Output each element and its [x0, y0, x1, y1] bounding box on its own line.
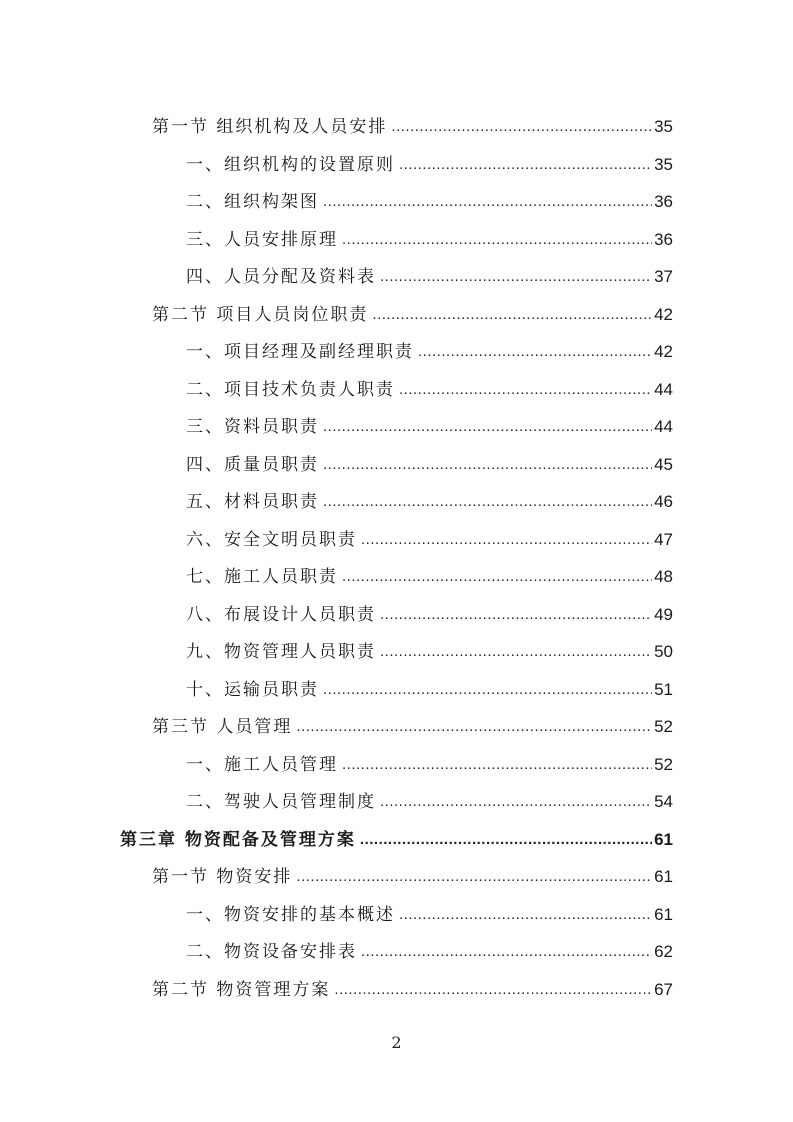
toc-entry-page: 47 [654, 529, 673, 549]
toc-entry-section[interactable] [152, 289, 673, 326]
toc-entry-label: 七、施工人员职责 [186, 567, 338, 587]
toc-entry-label: 一、组织机构的设置原则 [186, 154, 395, 175]
toc-entry-label: 第三节 人员管理 [152, 717, 293, 737]
toc-entry-page: 61 [654, 829, 673, 849]
toc-entry-label: 二、物资设备安排表 [186, 942, 357, 962]
toc-entry-label: 第二节 项目人员岗位职责 [152, 304, 369, 325]
toc-entry-label: 二、组织构架图 [186, 192, 319, 212]
toc-entry-item[interactable] [186, 589, 673, 626]
dot-leader [418, 341, 652, 363]
toc-entry-item[interactable] [186, 739, 673, 776]
toc-entry-label: 第二节 物资管理方案 [152, 979, 331, 1000]
toc-entry-item[interactable] [186, 476, 673, 513]
toc-entry-page: 35 [654, 117, 673, 136]
toc-entry-label: 一、施工人员管理 [186, 754, 338, 775]
toc-entry-page: 54 [654, 792, 673, 811]
toc-entry-page: 52 [654, 717, 673, 736]
toc-entry-item[interactable] [186, 551, 673, 588]
dot-leader [323, 454, 652, 476]
dot-leader [323, 416, 652, 438]
toc-entry-label: 九、物资管理人员职责 [186, 642, 376, 662]
dot-leader [380, 641, 652, 663]
toc-entry-page: 51 [654, 679, 673, 699]
dot-leader [380, 791, 652, 813]
dot-leader [372, 304, 652, 326]
dot-leader [342, 229, 652, 251]
dot-leader [361, 529, 652, 551]
toc-entry-item[interactable] [186, 214, 673, 251]
toc-entry-item[interactable] [186, 776, 673, 813]
toc-entry-item[interactable] [186, 364, 673, 401]
dot-leader [323, 491, 652, 513]
dot-leader [296, 716, 652, 738]
toc-entry-section[interactable] [152, 851, 673, 888]
toc-entry-label: 三、人员安排原理 [186, 229, 338, 250]
toc-entry-item[interactable] [186, 176, 673, 213]
toc-entry-page: 52 [654, 754, 673, 774]
toc-entry-page: 48 [654, 567, 673, 586]
toc-entry-page: 46 [654, 492, 673, 511]
toc-entry-page: 50 [654, 642, 673, 661]
toc-entry-section[interactable] [152, 701, 673, 738]
toc-entry-item[interactable] [186, 626, 673, 663]
toc-entry-item[interactable] [186, 326, 673, 363]
toc-entry-label: 六、安全文明员职责 [186, 529, 357, 550]
toc-entry-page: 44 [654, 379, 673, 399]
toc-entry-label: 第三章 物资配备及管理方案 [120, 829, 356, 850]
toc-entry-label: 第一节 物资安排 [152, 867, 293, 887]
toc-entry-item[interactable] [186, 514, 673, 551]
toc-entry-page: 61 [654, 867, 673, 886]
toc-entry-page: 45 [654, 454, 673, 474]
toc-entry-page: 44 [654, 417, 673, 436]
dot-leader [342, 754, 652, 776]
dot-leader [360, 829, 652, 851]
toc-entry-page: 35 [654, 154, 673, 174]
toc-entry-page: 42 [654, 342, 673, 361]
dot-leader [296, 866, 652, 888]
toc-entry-label: 五、材料员职责 [186, 492, 319, 512]
dot-leader [399, 904, 652, 926]
toc-entry-label: 三、资料员职责 [186, 417, 319, 437]
toc-entry-label: 一、物资安排的基本概述 [186, 904, 395, 925]
toc-entry-section[interactable] [152, 964, 673, 1001]
dot-leader [380, 604, 652, 626]
dot-leader [323, 191, 652, 213]
toc-entry-label: 第一节 组织机构及人员安排 [152, 117, 388, 137]
toc-entry-item[interactable] [186, 139, 673, 176]
toc-entry-label: 二、驾驶人员管理制度 [186, 792, 376, 812]
toc-entry-item[interactable] [186, 926, 673, 963]
toc-entry-page: 49 [654, 604, 673, 624]
dot-leader [334, 979, 652, 1001]
toc-entry-label: 八、布展设计人员职责 [186, 604, 376, 625]
toc-entry-item[interactable] [186, 889, 673, 926]
dot-leader [342, 566, 652, 588]
toc-entry-page: 61 [654, 904, 673, 924]
toc-entry-page: 36 [654, 229, 673, 249]
toc-entry-label: 一、项目经理及副经理职责 [186, 342, 414, 362]
dot-leader [380, 266, 652, 288]
toc-entry-chapter[interactable] [120, 814, 673, 851]
toc-entry-label: 四、质量员职责 [186, 454, 319, 475]
page-number: 2 [391, 1033, 402, 1052]
dot-leader [391, 116, 652, 138]
toc-entry-page: 67 [654, 979, 673, 999]
toc-entry-page: 42 [654, 304, 673, 324]
toc-entry-page: 37 [654, 267, 673, 286]
toc-entry-label: 二、项目技术负责人职责 [186, 379, 395, 400]
toc-entry-item[interactable] [186, 401, 673, 438]
toc-entry-label: 十、运输员职责 [186, 679, 319, 700]
toc-entry-section[interactable] [152, 101, 673, 138]
toc-entry-page: 62 [654, 942, 673, 961]
dot-leader [399, 154, 652, 176]
dot-leader [361, 941, 652, 963]
toc-entry-label: 四、人员分配及资料表 [186, 267, 376, 287]
toc-entry-item[interactable] [186, 251, 673, 288]
toc-entry-item[interactable] [186, 664, 673, 701]
toc-entry-item[interactable] [186, 439, 673, 476]
dot-leader [399, 379, 652, 401]
dot-leader [323, 679, 652, 701]
toc-entry-page: 36 [654, 192, 673, 211]
